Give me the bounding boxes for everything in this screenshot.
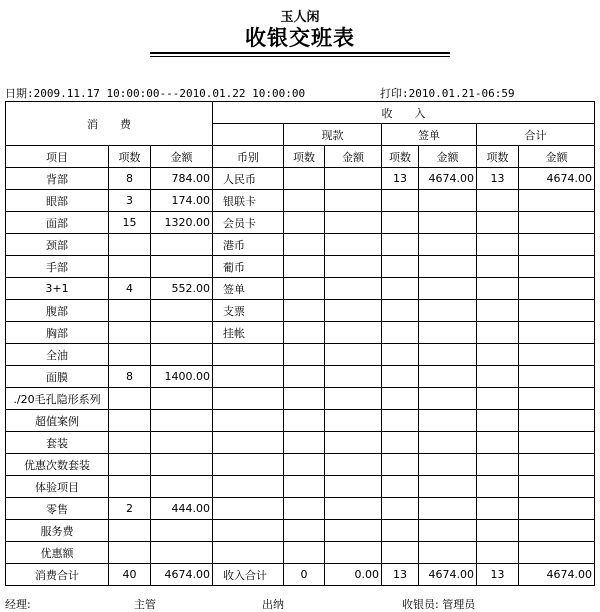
currency-cell: 挂帐 [213,322,284,344]
item-cell: 面膜 [6,366,109,388]
total-amount-cell [519,366,595,388]
currency-cell: 支票 [213,300,284,322]
col-count-header: 项数 [109,146,151,168]
amount-cell: 444.00 [151,498,213,520]
count-cell [109,300,151,322]
col-item-header: 项目 [6,146,109,168]
currency-cell: 人民币 [213,168,284,190]
item-cell: 超值案例 [6,410,109,432]
table-row [6,520,595,542]
total-count-cell [477,388,519,410]
amount-cell [151,542,213,564]
count-cell [109,520,151,542]
table-row [6,476,595,498]
cash-amount-cell [325,234,382,256]
cash-count-cell [284,278,325,300]
table-row [6,366,595,388]
shift-report-table [5,101,595,586]
total-amount-cell [519,432,595,454]
cash-amount-cell [325,212,382,234]
sign-count-cell [382,476,419,498]
sign-count-cell [382,322,419,344]
total-count-cell [477,190,519,212]
sign-amount-cell [419,212,477,234]
item-cell: 优惠额 [6,542,109,564]
cash-count-cell [284,476,325,498]
amount-cell [151,388,213,410]
sign-amount-cell [419,256,477,278]
currency-cell: 签单 [213,278,284,300]
cash-count-cell [284,344,325,366]
sign-amount-cell [419,366,477,388]
currency-cell: 会员卡 [213,212,284,234]
cash-amount-cell [325,388,382,410]
item-cell: 眼部 [6,190,109,212]
col-amount-header: 金额 [151,146,213,168]
total-amount-cell [519,410,595,432]
table-row [6,344,595,366]
amount-cell [151,234,213,256]
sign-amount-cell [419,234,477,256]
table-row [6,498,595,520]
table-row [6,542,595,564]
cash-count-cell [284,322,325,344]
cash-count-cell [284,410,325,432]
total-amount-cell [519,542,595,564]
sign-count-cell [382,278,419,300]
sign-amount-cell [419,190,477,212]
sign-count-cell [382,520,419,542]
item-cell: 零售 [6,498,109,520]
currency-cell [213,366,284,388]
sign-amount-cell [419,278,477,300]
cash-count-cell [284,168,325,190]
total-count-cell [477,498,519,520]
total-count-cell [477,278,519,300]
table-row [6,300,595,322]
total-header: 合计 [477,124,595,146]
cashier-label: 收银员: 管理员 [402,598,476,611]
col-sign-count-header: 项数 [382,146,419,168]
table-row [6,454,595,476]
cash-count-cell [284,366,325,388]
cash-amount-cell [325,432,382,454]
cash-count-cell [284,190,325,212]
currency-cell: 银联卡 [213,190,284,212]
summary-currency: 收入合计 [213,564,284,586]
item-cell: 胸部 [6,322,109,344]
sign-count-cell [382,498,419,520]
cash-amount-cell [325,190,382,212]
item-cell: 背部 [6,168,109,190]
count-cell [109,234,151,256]
cash-count-cell [284,256,325,278]
table-row [6,190,595,212]
total-amount-cell [519,278,595,300]
sign-count-cell [382,542,419,564]
cash-amount-cell [325,300,382,322]
summary-sign-count: 13 [382,564,419,586]
sign-count-cell [382,234,419,256]
sign-count-cell [382,410,419,432]
total-count-cell [477,366,519,388]
total-amount-cell: 4674.00 [519,168,595,190]
sign-count-cell [382,454,419,476]
col-total-amount-header: 金额 [519,146,595,168]
cash-header: 现款 [284,124,382,146]
summary-cash-amount: 0.00 [325,564,382,586]
sign-amount-cell [419,520,477,542]
col-currency-header: 币别 [213,146,284,168]
total-amount-cell [519,388,595,410]
summary-cash-count: 0 [284,564,325,586]
total-amount-cell [519,300,595,322]
summary-total-amount: 4674.00 [519,564,595,586]
sign-count-cell [382,344,419,366]
cash-amount-cell [325,322,382,344]
income-subheader-blank [213,124,284,146]
currency-cell [213,476,284,498]
count-cell [109,256,151,278]
count-cell: 4 [109,278,151,300]
item-cell: 颈部 [6,234,109,256]
total-amount-cell [519,520,595,542]
total-count-cell [477,212,519,234]
total-amount-cell [519,322,595,344]
table-row [6,212,595,234]
signature-footer [0,596,600,612]
sign-amount-cell [419,300,477,322]
total-count-cell [477,322,519,344]
count-cell [109,542,151,564]
cash-count-cell [284,542,325,564]
amount-cell: 784.00 [151,168,213,190]
amount-cell: 174.00 [151,190,213,212]
count-cell [109,410,151,432]
count-cell: 15 [109,212,151,234]
item-cell: 3+1 [6,278,109,300]
item-cell: 服务费 [6,520,109,542]
title-underline-thin [150,56,450,57]
cash-amount-cell [325,476,382,498]
table-row [6,322,595,344]
count-cell: 8 [109,366,151,388]
print-time: 打印:2010.01.21-06:59 [380,87,515,100]
cash-amount-cell [325,542,382,564]
title-underline-thick [150,52,450,54]
sign-count-cell [382,432,419,454]
total-amount-cell [519,256,595,278]
count-cell [109,344,151,366]
cash-amount-cell [325,344,382,366]
total-count-cell [477,410,519,432]
currency-cell: 葡币 [213,256,284,278]
count-cell [109,432,151,454]
manager-label: 经理: [5,598,31,611]
cash-amount-cell [325,278,382,300]
amount-cell: 1400.00 [151,366,213,388]
item-cell: 全油 [6,344,109,366]
sign-count-cell [382,300,419,322]
count-cell [109,322,151,344]
cash-amount-cell [325,454,382,476]
amount-cell [151,300,213,322]
sign-amount-cell [419,432,477,454]
summary-amount: 4674.00 [151,564,213,586]
count-cell [109,476,151,498]
total-count-cell [477,432,519,454]
currency-cell [213,344,284,366]
sign-count-cell [382,256,419,278]
sign-count-cell [382,212,419,234]
item-cell: 优惠次数套装 [6,454,109,476]
total-count-cell [477,344,519,366]
cash-amount-cell [325,168,382,190]
summary-count: 40 [109,564,151,586]
currency-cell [213,410,284,432]
sign-count-cell [382,190,419,212]
count-cell [109,454,151,476]
table-row [6,234,595,256]
table-body [6,168,595,564]
sign-amount-cell [419,410,477,432]
summary-sign-amount: 4674.00 [419,564,477,586]
table-row [6,168,595,190]
amount-cell [151,410,213,432]
total-count-cell [477,454,519,476]
currency-cell [213,542,284,564]
item-cell: 套装 [6,432,109,454]
total-amount-cell [519,190,595,212]
cash-count-cell [284,432,325,454]
amount-cell [151,454,213,476]
currency-cell [213,388,284,410]
sign-count-cell [382,388,419,410]
summary-row [6,564,595,586]
item-cell: 面部 [6,212,109,234]
cash-count-cell [284,300,325,322]
cash-amount-cell [325,256,382,278]
cash-amount-cell [325,520,382,542]
summary-total-count: 13 [477,564,519,586]
report-title: 收银交班表 [245,25,355,50]
col-sign-amount-header: 金额 [419,146,477,168]
item-cell: 体验项目 [6,476,109,498]
table-row [6,388,595,410]
count-cell [109,388,151,410]
sign-count-cell [382,366,419,388]
count-cell: 3 [109,190,151,212]
table-row [6,432,595,454]
total-count-cell [477,476,519,498]
amount-cell [151,322,213,344]
currency-cell [213,498,284,520]
col-cash-amount-header: 金额 [325,146,382,168]
cashier-out-label: 出纳 [262,598,284,611]
amount-cell: 1320.00 [151,212,213,234]
item-cell: 手部 [6,256,109,278]
sign-amount-cell [419,454,477,476]
total-amount-cell [519,454,595,476]
total-amount-cell [519,498,595,520]
cash-amount-cell [325,366,382,388]
amount-cell [151,256,213,278]
amount-cell: 552.00 [151,278,213,300]
date-range: 日期:2009.11.17 10:00:00---2010.01.22 10:00:00 [5,87,306,100]
col-total-count-header: 项数 [477,146,519,168]
item-cell: ./20毛孔隐形系列 [6,388,109,410]
currency-cell [213,520,284,542]
total-count-cell: 13 [477,168,519,190]
sign-amount-cell [419,498,477,520]
company-name: 玉人闲 [280,10,320,25]
cash-count-cell [284,388,325,410]
cash-count-cell [284,234,325,256]
count-cell: 2 [109,498,151,520]
table-row [6,278,595,300]
amount-cell [151,344,213,366]
sign-amount-cell [419,476,477,498]
sign-amount-cell: 4674.00 [419,168,477,190]
total-amount-cell [519,234,595,256]
total-count-cell [477,520,519,542]
cash-amount-cell [325,498,382,520]
cash-amount-cell [325,410,382,432]
sign-header: 签单 [382,124,477,146]
currency-cell [213,432,284,454]
sign-amount-cell [419,388,477,410]
total-count-cell [477,256,519,278]
total-amount-cell [519,212,595,234]
total-amount-cell [519,344,595,366]
currency-cell: 港币 [213,234,284,256]
cash-count-cell [284,498,325,520]
col-cash-count-header: 项数 [284,146,325,168]
table-row [6,256,595,278]
cash-count-cell [284,212,325,234]
sign-amount-cell [419,542,477,564]
total-amount-cell [519,476,595,498]
cash-count-cell [284,454,325,476]
summary-item: 消费合计 [6,564,109,586]
table-row [6,410,595,432]
income-header: 收 入 [213,102,595,124]
count-cell: 8 [109,168,151,190]
total-count-cell [477,542,519,564]
total-count-cell [477,300,519,322]
total-count-cell [477,234,519,256]
sign-amount-cell [419,344,477,366]
sign-amount-cell [419,322,477,344]
item-cell: 腹部 [6,300,109,322]
currency-cell [213,454,284,476]
amount-cell [151,520,213,542]
cash-count-cell [284,520,325,542]
supervisor-label: 主管 [134,598,156,611]
amount-cell [151,476,213,498]
sign-count-cell: 13 [382,168,419,190]
consumption-header: 消 费 [6,102,213,146]
amount-cell [151,432,213,454]
